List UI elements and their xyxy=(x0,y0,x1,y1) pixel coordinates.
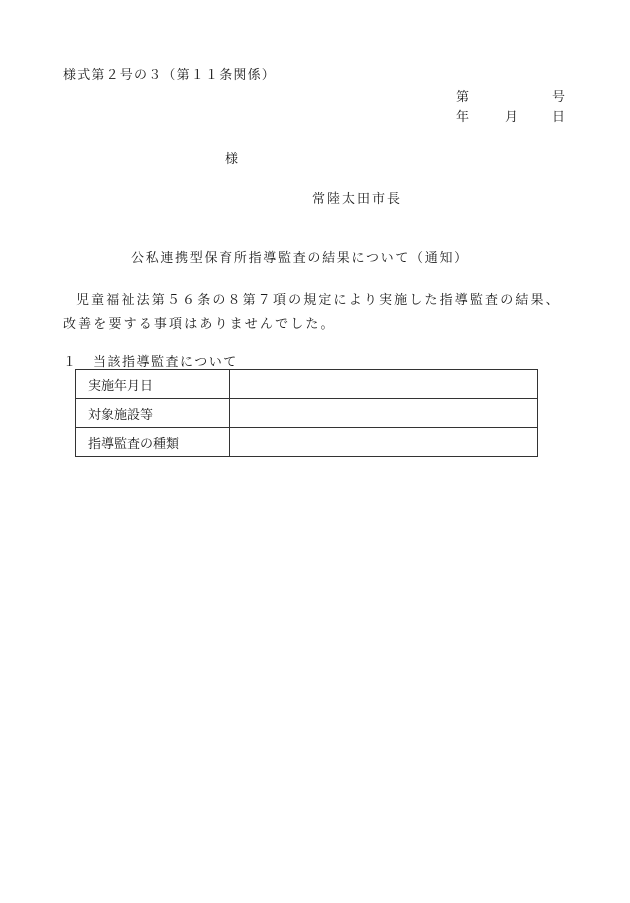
audit-info-table xyxy=(75,369,538,457)
body-paragraph: 児童福祉法第５６条の８第７項の規定により実施した指導監査の結果、改善を要する事項はありませんでした。 xyxy=(63,293,561,332)
table-row xyxy=(76,370,538,399)
table-row xyxy=(76,399,538,428)
row-label-audit-type: 指導監査の種類 xyxy=(76,428,230,457)
sender-name: 常陸太田市長 xyxy=(312,192,403,207)
row-value-facility xyxy=(230,399,538,428)
table-row xyxy=(76,428,538,457)
row-label-facility: 対象施設等 xyxy=(76,399,230,428)
row-label-date: 実施年月日 xyxy=(76,370,230,399)
issue-number-suffix: 号 xyxy=(552,90,566,105)
document-title: 公私連携型保育所指導監査の結果について（通知） xyxy=(131,251,469,266)
issue-number-label: 第 xyxy=(456,90,470,105)
section-heading-text: 当該指導監査について xyxy=(93,355,238,370)
addressee-honorific: 様 xyxy=(225,152,239,167)
row-value-audit-type xyxy=(230,428,538,457)
date-month-label: 月 xyxy=(505,110,519,125)
section-heading xyxy=(63,351,238,370)
form-number: 様式第２号の３（第１１条関係） xyxy=(63,68,277,83)
row-value-date xyxy=(230,370,538,399)
date-year-label: 年 xyxy=(456,110,470,125)
date-day-label: 日 xyxy=(552,110,566,125)
section-number: １ xyxy=(63,355,78,370)
